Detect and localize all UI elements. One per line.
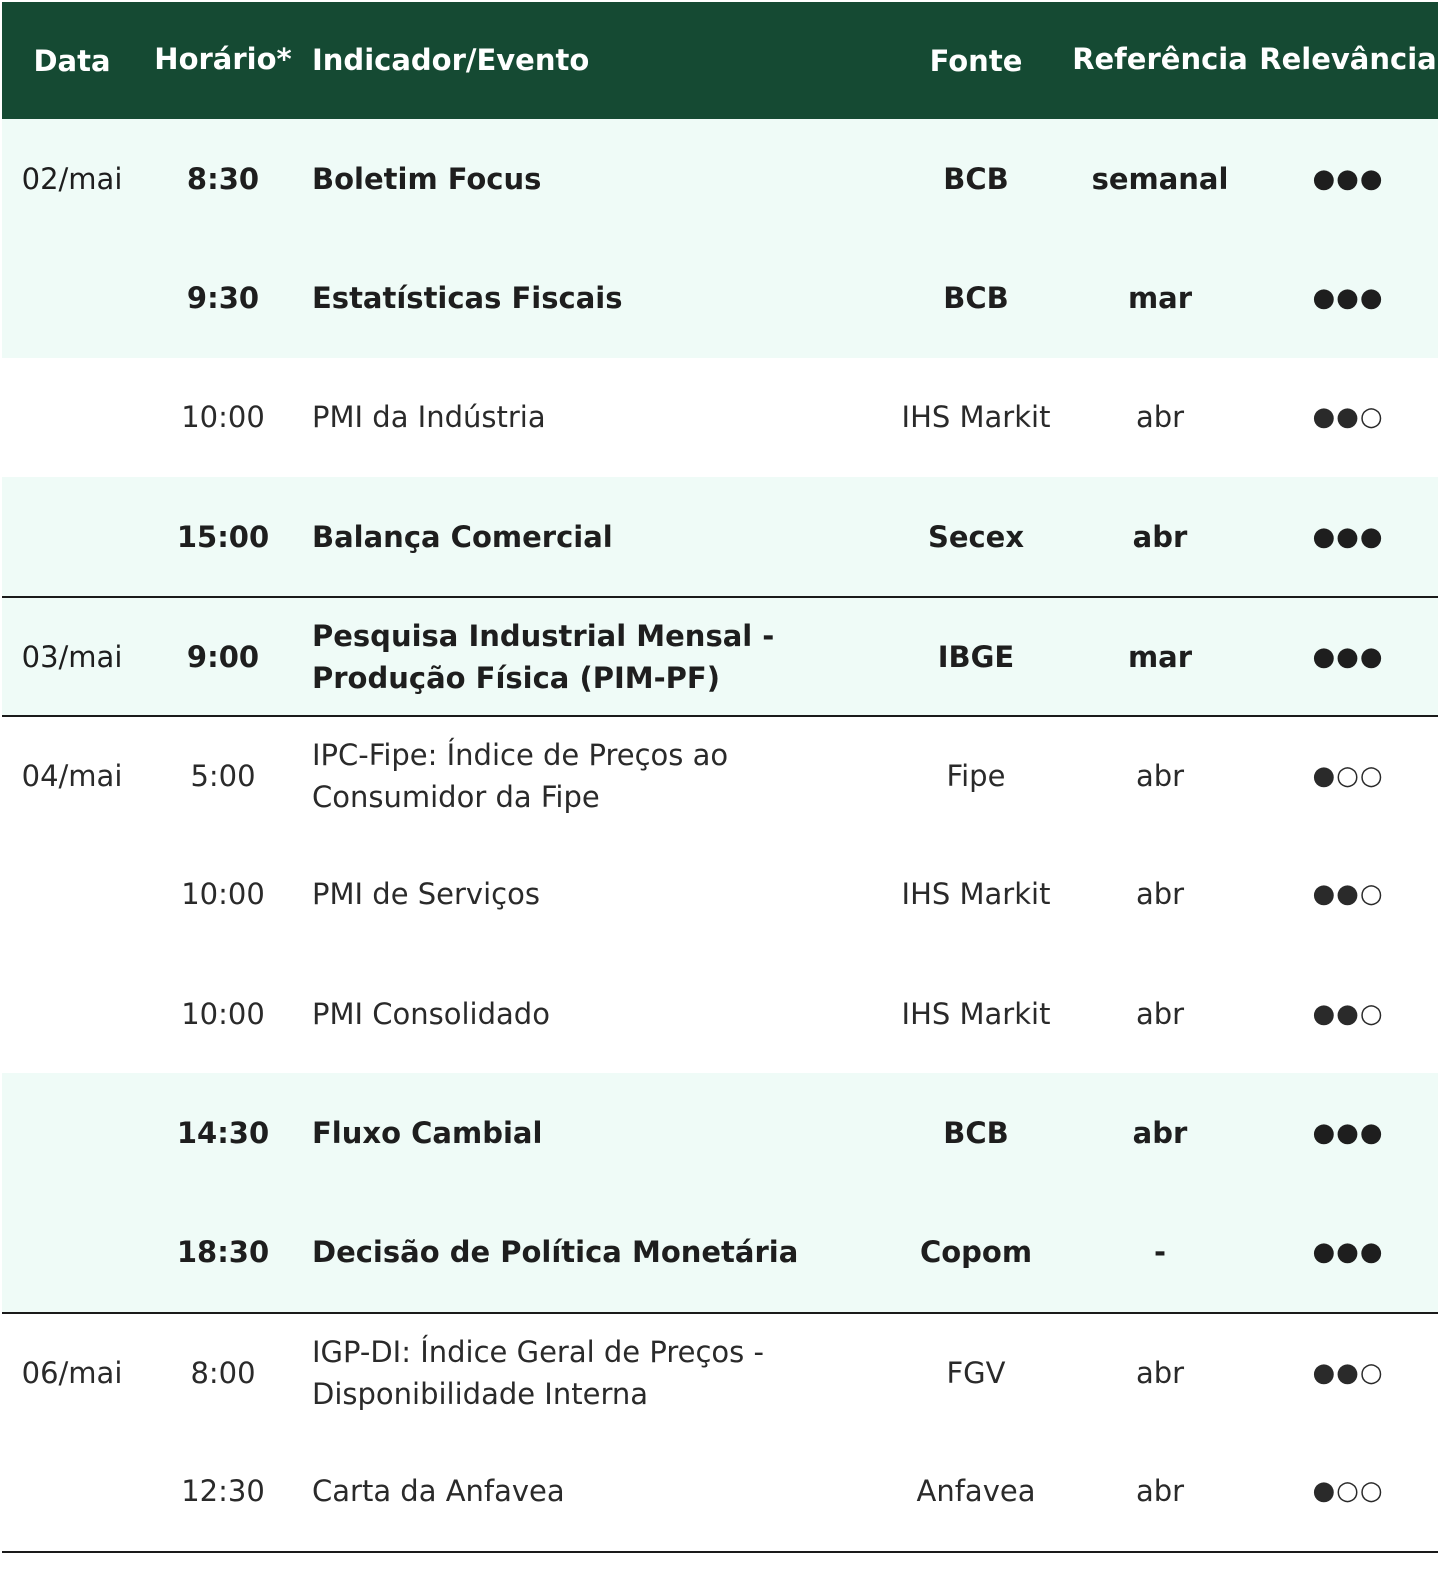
row-source: BCB: [943, 280, 1009, 315]
row-relevance: ●●○: [1312, 998, 1384, 1029]
row-relevance: ●●○: [1312, 1357, 1384, 1388]
row-reference: abr: [1132, 519, 1188, 554]
row-event: IPC-Fipe: Índice de Preços ao Consumidor da Fipe: [312, 738, 729, 815]
row-date: [2, 835, 142, 954]
row-time: 12:30: [181, 1473, 265, 1508]
row-event: Boletim Focus: [312, 161, 542, 196]
row-time: 8:30: [186, 161, 260, 196]
row-date: [2, 1073, 142, 1192]
table-row: [2, 954, 1438, 1073]
row-time: 10:00: [181, 400, 265, 435]
calendar-table: [2, 2, 1438, 1551]
row-event: Pesquisa Industrial Mensal - Produção Física (PIM-PF): [312, 618, 775, 695]
row-time: 5:00: [190, 759, 256, 794]
row-relevance: ●●●: [1312, 641, 1384, 672]
table-row: [2, 238, 1438, 357]
row-time: 18:30: [176, 1235, 270, 1270]
row-date: 04/mai: [21, 759, 123, 794]
row-reference: semanal: [1091, 161, 1229, 196]
row-event: PMI Consolidado: [312, 996, 550, 1031]
row-reference: abr: [1135, 400, 1185, 435]
row-source: Anfavea: [916, 1473, 1036, 1508]
row-date: [2, 1193, 142, 1312]
header-time: Horário*: [154, 41, 292, 76]
row-time: 10:00: [181, 877, 265, 912]
row-date: [2, 1431, 142, 1550]
row-reference: abr: [1135, 996, 1185, 1031]
row-event: Balança Comercial: [312, 519, 613, 554]
row-event: Decisão de Política Monetária: [312, 1235, 799, 1270]
row-date: [2, 238, 142, 357]
row-relevance: ●●●: [1312, 1237, 1384, 1268]
header-relevance: Relevância: [1259, 41, 1437, 76]
row-relevance: ●●○: [1312, 879, 1384, 910]
row-source: IHS Markit: [901, 400, 1051, 435]
header-reference: Referência: [1072, 41, 1248, 76]
header-source: Fonte: [929, 43, 1023, 78]
row-source: FGV: [946, 1355, 1006, 1390]
header-event: Indicador/Evento: [312, 43, 590, 78]
table-row: [2, 1312, 1438, 1431]
table-row: [2, 1431, 1438, 1550]
table-row: [2, 596, 1438, 715]
row-relevance: ●●○: [1312, 402, 1384, 433]
row-source: BCB: [943, 1116, 1009, 1151]
row-date: [2, 477, 142, 596]
row-time: 8:00: [190, 1355, 256, 1390]
header-date: Data: [33, 43, 111, 78]
row-reference: -: [1153, 1235, 1167, 1270]
row-source: IHS Markit: [901, 877, 1051, 912]
table-row: [2, 715, 1438, 834]
row-relevance: ●○○: [1312, 1475, 1384, 1506]
row-source: Copom: [919, 1235, 1033, 1270]
row-reference: abr: [1132, 1116, 1188, 1151]
row-date: [2, 954, 142, 1073]
row-source: BCB: [943, 161, 1009, 196]
table-row: [2, 1193, 1438, 1312]
row-source: IBGE: [937, 639, 1015, 674]
row-event: PMI da Indústria: [312, 400, 546, 435]
row-event: Fluxo Cambial: [312, 1116, 543, 1150]
row-source: Fipe: [946, 759, 1006, 794]
row-relevance: ●●●: [1312, 1118, 1384, 1149]
row-relevance: ●○○: [1312, 761, 1384, 792]
row-reference: mar: [1127, 639, 1193, 674]
row-relevance: ●●●: [1312, 163, 1384, 194]
table-row: [2, 1073, 1438, 1192]
row-date: 03/mai: [21, 639, 123, 674]
row-event: Estatísticas Fiscais: [312, 280, 623, 315]
table-header: [2, 2, 1438, 119]
table-row: [2, 358, 1438, 477]
row-reference: abr: [1135, 759, 1185, 794]
row-time: 10:00: [181, 996, 265, 1031]
row-date: 02/mai: [21, 161, 123, 196]
table-row: [2, 835, 1438, 954]
row-relevance: ●●●: [1312, 282, 1384, 313]
row-date: 06/mai: [21, 1355, 123, 1390]
row-relevance: ●●●: [1312, 521, 1384, 552]
table-bottom-divider: [2, 1551, 1438, 1553]
row-event: IGP-DI: Índice Geral de Preços - Disponibilidade Interna: [312, 1334, 764, 1411]
row-reference: mar: [1127, 280, 1193, 315]
row-time: 9:30: [186, 280, 260, 315]
row-reference: abr: [1135, 877, 1185, 912]
row-date: [2, 358, 142, 477]
row-reference: abr: [1135, 1355, 1185, 1390]
row-source: Secex: [927, 519, 1025, 554]
row-reference: abr: [1135, 1473, 1185, 1508]
table-row: [2, 477, 1438, 596]
row-time: 15:00: [176, 519, 270, 554]
row-event: PMI de Serviços: [312, 877, 540, 912]
row-event: Carta da Anfavea: [312, 1473, 565, 1508]
row-time: 14:30: [176, 1116, 270, 1151]
row-source: IHS Markit: [901, 996, 1051, 1031]
table-row: [2, 119, 1438, 238]
row-time: 9:00: [186, 639, 260, 674]
